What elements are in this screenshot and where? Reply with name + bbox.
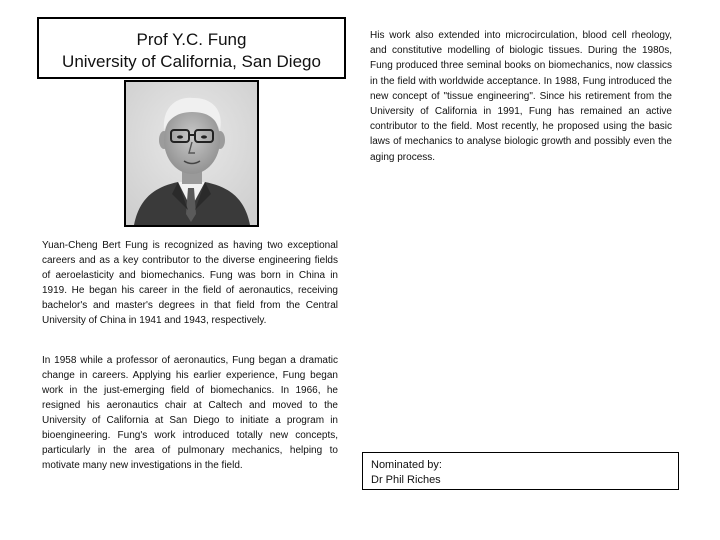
- title-box: [37, 17, 346, 79]
- portrait-illustration: [126, 82, 257, 225]
- portrait-photo: [124, 80, 259, 227]
- nomination-box: [362, 452, 679, 490]
- nominator-name: Dr Phil Riches: [371, 474, 441, 486]
- page-title: Prof Y.C. Fung: [136, 30, 247, 49]
- bio-paragraph-2: In 1958 while a professor of aeronautics, Fung began a dramatic change in careers. Applying his earlier experience, Fung began work in the just-emerging field of biomechanics. In 1966, he resigned his aeronautics chair at Caltech and moved to the University of California at San Diego to initiate a program in bioengineering. Fung's work introduced totally new concepts, particularly in the area of pulmonary mechanics, helping to motivate many new investigations in the field.: [42, 355, 338, 471]
- bio-paragraph-1: Yuan-Cheng Bert Fung is recognized as having two exceptional careers and as a key contributor to the diverse engineering fields of aeroelasticity and biomechanics. Fung was born in China in 1919. He began his career in the field of aeronautics, receiving bachelor's and master's degrees in that field from the Central University of China in 1941 and 1943, respectively.: [42, 240, 338, 326]
- bio-paragraph-3: His work also extended into microcirculation, blood cell rheology, and constitutive modelling of biologic tissues. During the 1980s, Fung produced three seminal books on biomechanics, now classics in the field with worldwide acceptance. In 1988, Fung introduced the new concept of "tissue engineering". Since his retirement from the University of California in 1991, Fung has remained an active contributor to the field. Most recently, he proposed using the basic laws of mechanics to analyse biologic growth and possibly even the aging process.: [370, 30, 672, 163]
- affiliation: University of California, San Diego: [62, 52, 321, 71]
- nomination-label: Nominated by:: [371, 459, 442, 471]
